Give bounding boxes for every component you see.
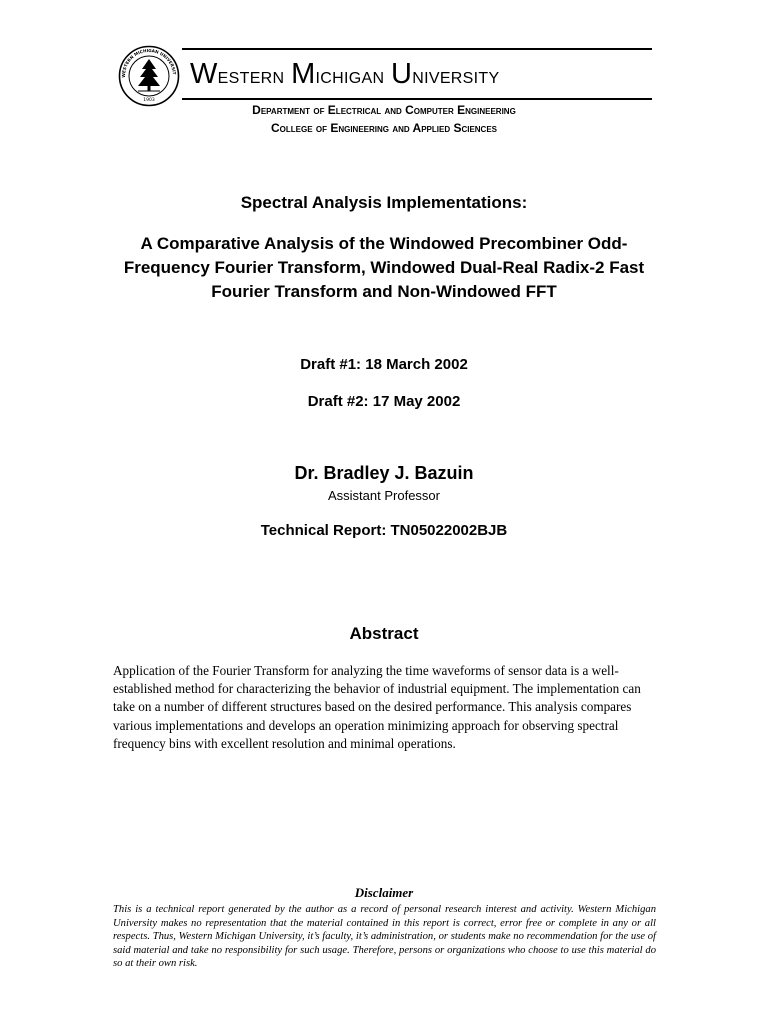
university-name (190, 58, 652, 91)
disclaimer-body: This is a technical report generated by the author as a record of personal research interest and activity. Western Michigan University makes no representation that the material contained in this report is correct, error free or complete in any or all respects. Thus, Western Michigan University, it’s faculty, it’s administration, or students make no recommendation for the use of said material and take no responsibility for such usage. Therefore, persons or organizations who choose to use this material do so at their own risk. (113, 904, 656, 969)
university-name-initial: M (291, 58, 316, 90)
report-title-line1: Spectral Analysis Implementations: (240, 193, 528, 212)
university-name-word: estern (217, 62, 292, 88)
seal-year: 1903 (143, 98, 155, 103)
seal-text: WESTERN MICHIGAN UNIVERSIT (120, 47, 177, 78)
draft-1-date: Draft #1: 18 March 2002 (300, 356, 468, 373)
abstract-heading: Abstract (349, 624, 419, 643)
abstract-body: Application of the Fourier Transform for analyzing the time waveforms of sensor data is a well-established method for characterizing the behavior of industrial equipment. The implementation can take on a number of different structures based on the desired performance. This analysis compares various implementations and develops an operation minimizing approach for observing spectral frequency bins with excellent resolution and minimal operations. (113, 663, 641, 751)
university-seal-icon (118, 45, 180, 107)
department-name: Department of Electrical and Computer Engineering (252, 103, 516, 117)
disclaimer-heading: Disclaimer (354, 885, 414, 900)
university-name-word: niversity (412, 62, 500, 88)
author-name: Dr. Bradley J. Bazuin (294, 463, 474, 483)
header-rule-bottom (182, 98, 652, 100)
header-rule-top (182, 48, 652, 50)
technical-report-number: Technical Report: TN05022002BJB (260, 522, 508, 539)
university-name-word: ichigan (315, 62, 391, 88)
report-title-line2: A Comparative Analysis of the Windowed Precombiner Odd-Frequency Fourier Transform, Windowed Dual-Real Radix-2 Fast Fourier Transform and Non-Windowed FFT (123, 234, 645, 301)
university-name-initial: U (391, 58, 413, 90)
draft-2-date: Draft #2: 17 May 2002 (307, 393, 461, 410)
author-position: Assistant Professor (328, 488, 440, 503)
university-name-initial: W (190, 58, 218, 90)
college-name: College of Engineering and Applied Sciences (270, 121, 498, 135)
